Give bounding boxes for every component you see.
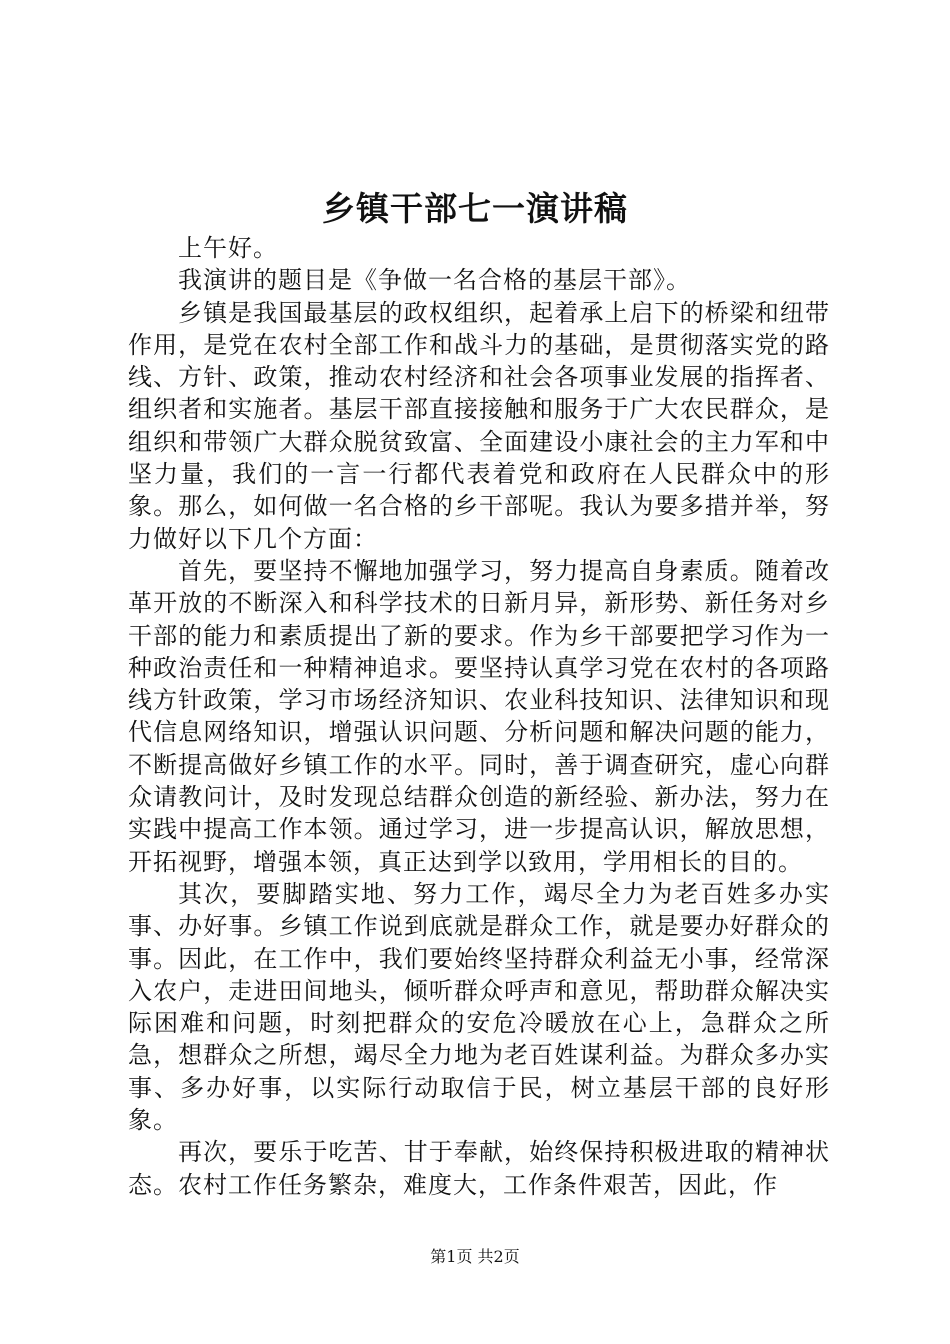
paragraph-greeting: 上午好。 xyxy=(178,234,278,262)
page-number-footer: 第1页 共2页 xyxy=(430,1247,520,1266)
paragraph-first-point: 首先，要坚持不懈地加强学习，努力提高自身素质。随着改革开放的不断深入和科学技术的日新月异，新形势、新任务对乡干部的能力和素质提出了新的要求。作为乡干部要把学习作为一种政治责任和一种精神追求。要坚持认真学习党在农村的各项路线方针政策，学习市场经济知识、农业科技知识、法律知识和现代信息网络知识，增强认识问题、分析问题和解决问题的能力，不断提高做好乡镇工作的水平。同时，善于调查研究，虚心向群众请教问计，及时发现总结群众创造的新经验、新办法，努力在实践中提高工作本领。通过学习，进一步提高认识，解放思想，开拓视野，增强本领，真正达到学以致用，学用相长的目的。 xyxy=(128,556,830,876)
document-body xyxy=(128,232,830,1201)
paragraph-third-point: 再次，要乐于吃苦、甘于奉献，始终保持积极进取的精神状态。农村工作任务繁杂，难度大，工作条件艰苦，因此，作 xyxy=(128,1138,830,1199)
paragraph-second-point: 其次，要脚踏实地、努力工作，竭尽全力为老百姓多办实事、办好事。乡镇工作说到底就是群众工作，就是要办好群众的事。因此，在工作中，我们要始终坚持群众利益无小事，经常深入农户，走进田间地头，倾听群众呼声和意见，帮助群众解决实际困难和问题，时刻把群众的安危冷暖放在心上，急群众之所急，想群众之所想，竭尽全力地为老百姓谋利益。为群众多办实事、多办好事，以实际行动取信于民，树立基层干部的良好形象。 xyxy=(128,879,830,1135)
document-title: 乡镇干部七一演讲稿 xyxy=(322,189,628,228)
paragraph-intro: 乡镇是我国最基层的政权组织，起着承上启下的桥梁和纽带作用，是党在农村全部工作和战斗力的基础，是贯彻落实党的路线、方针、政策，推动农村经济和社会各项事业发展的指挥者、组织者和实施者。基层干部直接接触和服务于广大农民群众，是组织和带领广大群众脱贫致富、全面建设小康社会的主力军和中坚力量，我们的一言一行都代表着党和政府在人民群众中的形象。那么，如何做一名合格的乡干部呢。我认为要多措并举，努力做好以下几个方面： xyxy=(128,298,830,553)
paragraph-topic: 我演讲的题目是《争做一名合格的基层干部》。 xyxy=(178,266,691,295)
